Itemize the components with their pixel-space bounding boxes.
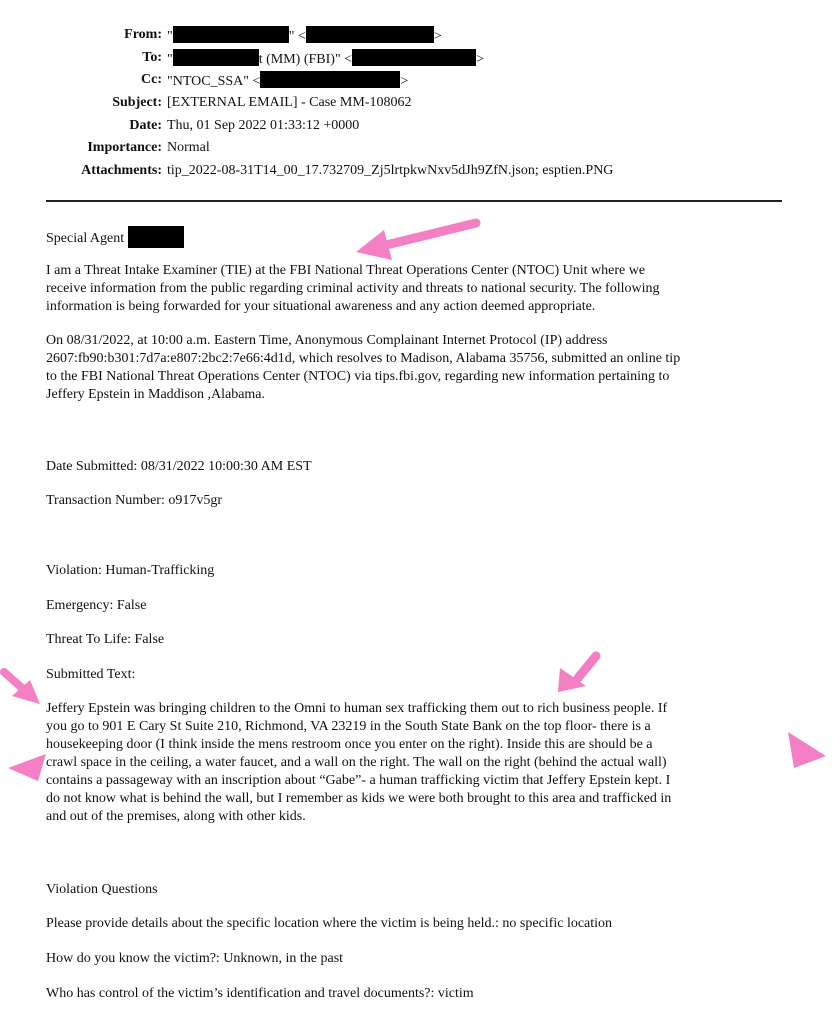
text-line: you go to 901 E Cary St Suite 210, Richmond, VA 23219 in the South State Bank on the top floor- there is a xyxy=(46,719,651,734)
text-line: contains a passageway with an inscription about “Gabe”- a human trafficking victim that Jeffery Epstein kept. I xyxy=(46,773,671,788)
pink-arrow-icon xyxy=(0,668,45,708)
from-row xyxy=(0,26,834,43)
text-line: do not know what is behind the wall, but I remember as kids we were both brought to this area and trafficked in xyxy=(46,791,672,806)
to-value: " t (MM) (FBI)" < > xyxy=(167,49,484,68)
pink-arrow-icon xyxy=(556,650,606,695)
subject-row xyxy=(0,94,834,111)
redaction-block xyxy=(128,226,184,248)
redaction-block xyxy=(173,26,289,43)
intro-paragraph xyxy=(46,262,792,316)
cc-row xyxy=(0,71,834,88)
text-line: housekeeping door (I think inside the mens restroom once you enter on the right). Inside this are should be a xyxy=(46,737,653,752)
importance-row xyxy=(0,139,834,156)
cc-value: "NTOC_SSA" < > xyxy=(167,71,408,90)
attachments-value[interactable]: tip_2022-08-31T14_00_17.732709_Zj5lrtpkwNxv5dJh9ZfN.json; esptien.PNG xyxy=(167,163,614,178)
transaction-number: Transaction Number: o917v5gr xyxy=(46,493,223,508)
text-line: Jeffery Epstein in Maddison ,Alabama. xyxy=(46,387,266,402)
attachments-label: Attachments: xyxy=(81,163,162,178)
date-row xyxy=(0,117,834,134)
text-line: information is being forwarded for your situational awareness and any action deemed appropriate. xyxy=(46,299,596,314)
from-label: From: xyxy=(124,27,162,42)
text-line: I am a Threat Intake Examiner (TIE) at the FBI National Threat Operations Center (NTOC) Unit where we xyxy=(46,263,646,278)
redaction-block xyxy=(173,49,259,66)
violation-questions-heading: Violation Questions xyxy=(46,882,158,897)
question-know-victim: How do you know the victim?: Unknown, in the past xyxy=(46,951,344,966)
date-value: Thu, 01 Sep 2022 01:33:12 +0000 xyxy=(167,118,360,133)
from-value: " " < > xyxy=(167,26,442,45)
header-divider xyxy=(46,200,782,202)
redaction-block xyxy=(352,49,476,66)
date-submitted: Date Submitted: 08/31/2022 10:00:30 AM EST xyxy=(46,459,312,474)
question-documents: Who has control of the victim’s identification and travel documents?: victim xyxy=(46,986,474,1001)
importance-value: Normal xyxy=(167,140,210,155)
redaction-block xyxy=(306,26,434,43)
salutation: Special Agent xyxy=(46,226,792,248)
text-line: Jeffery Epstein was bringing children to the Omni to human sex trafficking them out to rich business people. If xyxy=(46,701,668,716)
emergency: Emergency: False xyxy=(46,598,147,613)
cc-label: Cc: xyxy=(141,72,162,87)
pink-arrow-icon xyxy=(6,750,51,785)
subject-value: [EXTERNAL EMAIL] - Case MM-108062 xyxy=(167,95,412,110)
to-row xyxy=(0,49,834,66)
violation: Violation: Human-Trafficking xyxy=(46,563,215,578)
tip-paragraph xyxy=(46,332,792,404)
attachments-row xyxy=(0,162,834,179)
submitted-text xyxy=(46,700,792,826)
submitted-text-label: Submitted Text: xyxy=(46,667,136,682)
pink-arrow-icon xyxy=(784,728,829,770)
text-line: crawl space in the ceiling, a water faucet, and a wall on the right. The wall on the right (behind the actual wall) xyxy=(46,755,667,770)
text-line: receive information from the public regarding criminal activity and threats to national security. The following xyxy=(46,281,660,296)
text-line: 2607:fb90:b301:7d7a:e807:2bc2:7e66:4d1d, which resolves to Madison, Alabama 35756, submitted an online tip xyxy=(46,351,681,366)
threat-to-life: Threat To Life: False xyxy=(46,632,165,647)
to-label: To: xyxy=(142,50,162,65)
redaction-block xyxy=(260,71,400,88)
text-line: On 08/31/2022, at 10:00 a.m. Eastern Time, Anonymous Complainant Internet Protocol (IP) address xyxy=(46,333,608,348)
subject-label: Subject: xyxy=(112,95,162,110)
date-label: Date: xyxy=(129,118,162,133)
text-line: to the FBI National Threat Operations Center (NTOC) via tips.fbi.gov, regarding new information pertaining to xyxy=(46,369,670,384)
text-line: and out of the premises, along with other kids. xyxy=(46,809,306,824)
importance-label: Importance: xyxy=(87,140,162,155)
pink-arrow-icon xyxy=(352,214,482,264)
question-location: Please provide details about the specific location where the victim is being held.: no specific location xyxy=(46,916,613,931)
